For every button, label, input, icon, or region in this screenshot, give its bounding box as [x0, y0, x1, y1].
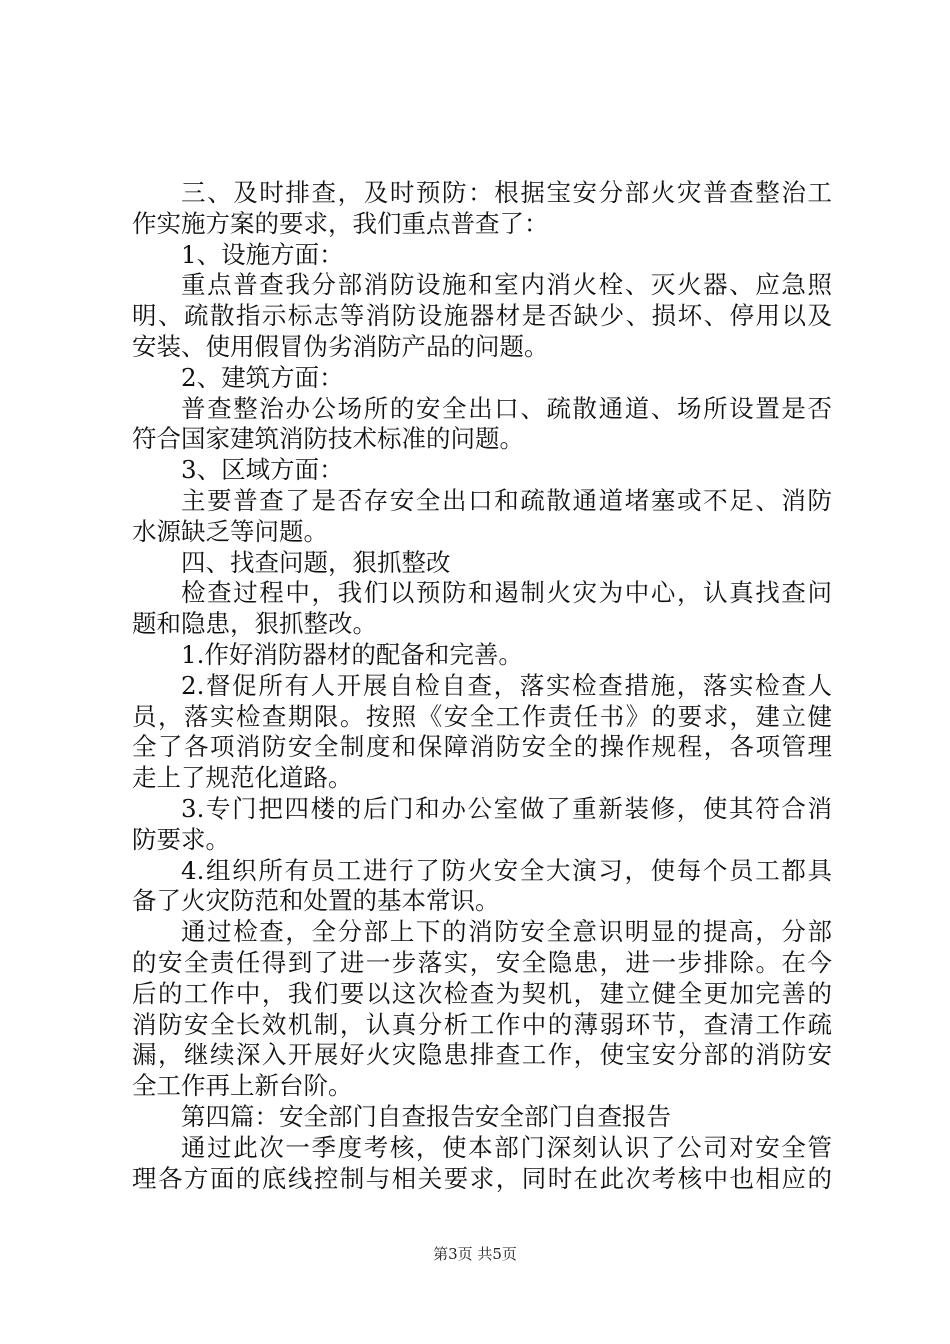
paragraph-line: 走上了规范化道路。: [132, 763, 353, 793]
list-item-line: 1.作好消防器材的配备和完善。: [181, 639, 523, 669]
paragraph-line: 全了各项消防安全制度和保障消防安全的操作规程，各项管理: [132, 732, 832, 762]
list-item-line: 4.组织所有员工进行了防火安全大演习，使每个员工都具: [181, 855, 832, 885]
paragraph-line: 全工作再上新台阶。: [132, 1071, 353, 1101]
paragraph-line: 题和隐患，狠抓整改。: [132, 609, 377, 639]
paragraph-line: 明、疏散指示标志等消防设施器材是否缺少、损坏、停用以及: [132, 301, 832, 331]
paragraph-line: 水源缺乏等问题。: [132, 516, 328, 546]
paragraph-line: 作实施方案的要求，我们重点普查了：: [132, 208, 549, 238]
paragraph-line: 消防安全长效机制，认真分析工作中的薄弱环节，查清工作疏: [132, 1009, 832, 1039]
paragraph-line: 的安全责任得到了进一步落实，安全隐患，进一步排除。在今: [132, 947, 832, 977]
paragraph-line: 员，落实检查期限。按照《安全工作责任书》的要求，建立健: [132, 701, 832, 731]
paragraph-line: 主要普查了是否存安全出口和疏散通道堵塞或不足、消防: [181, 485, 832, 515]
paragraph-line: 普查整治办公场所的安全出口、疏散通道、场所设置是否: [181, 393, 832, 423]
heading-line: 2、建筑方面：: [181, 362, 344, 392]
paragraph-line: 三、及时排查，及时预防：根据宝安分部火灾普查整治工: [181, 178, 832, 207]
paragraph-line: 漏，继续深入开展好火灾隐患排查工作，使宝安分部的消防安: [132, 1040, 832, 1070]
paragraph-line: 通过此次一季度考核，使本部门深刻认识了公司对安全管: [181, 1132, 832, 1162]
list-item-line: 3.专门把四楼的后门和办公室做了重新装修，使其符合消: [181, 793, 832, 823]
chapter-title-line: 第四篇：安全部门自查报告安全部门自查报告: [181, 1101, 671, 1131]
section-heading-line: 四、找查问题，狠抓整改: [181, 547, 451, 577]
heading-line: 1、设施方面：: [181, 239, 344, 269]
paragraph-line: 安装、使用假冒伪劣消防产品的问题。: [132, 331, 549, 361]
page-number-footer: 第3页 共5页: [433, 1245, 517, 1263]
paragraph-line: 符合国家建筑消防技术标准的问题。: [132, 424, 524, 454]
list-item-line: 2.督促所有人开展自检自查，落实检查措施，落实检查人: [181, 670, 832, 700]
paragraph-line: 备了火灾防范和处置的基本常识。: [132, 886, 500, 916]
paragraph-line: 理各方面的底线控制与相关要求，同时在此次考核中也相应的: [132, 1163, 832, 1193]
body-text: [132, 178, 832, 1194]
heading-line: 3、区域方面：: [181, 455, 344, 485]
paragraph-line: 检查过程中，我们以预防和遏制火灾为中心，认真找查问: [181, 578, 832, 608]
paragraph-line: 后的工作中，我们要以这次检查为契机，建立健全更加完善的: [132, 978, 832, 1008]
paragraph-line: 防要求。: [132, 824, 230, 854]
paragraph-line: 重点普查我分部消防设施和室内消火栓、灭火器、应急照: [181, 270, 832, 300]
paragraph-line: 通过检查，全分部上下的消防安全意识明显的提高，分部: [181, 917, 832, 947]
